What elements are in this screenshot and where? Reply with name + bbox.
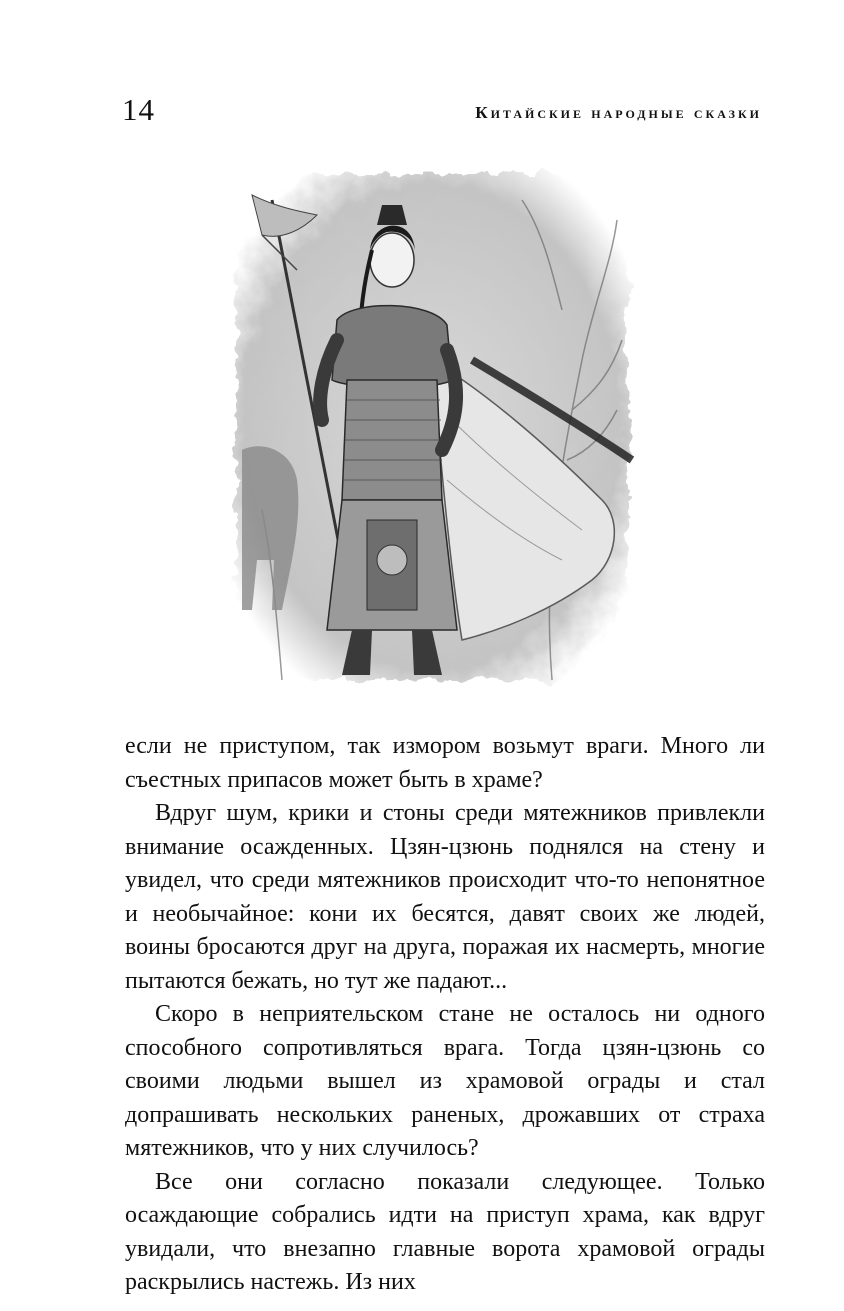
page-number: 14 [122,92,155,127]
paragraph-3: Скоро в неприятельском стане не осталось ни одного способного сопротивляться врага. Тогда цзян-цзюнь со своими людьми вышел из храмовой ограды и стал допрашивать нескольких раненых, дрожавших от страха мятежников, что у них случилось? [125,1001,765,1161]
paragraph-4: Все они согласно показали следующее. Только осаждающие собрались идти на приступ храма, как вдруг увидали, что внезапно главные ворота храмовой ограды раскрылись настежь. Из них [125,1168,765,1295]
body-text [125,730,765,1300]
paragraph-1: если не приступом, так измором возьмут враги. Много ли съестных припасов может быть в храме? [125,733,765,793]
warrior-illustration [222,160,642,695]
paragraph-2: Вдруг шум, крики и стоны среди мятежников привлекли внимание осажденных. Цзян-цзюнь поднялся на стену и увидел, что среди мятежников происходит что-то непонятное и необычайное: кони их бесятся, давят своих же людей, воины бросаются друг на друга, поражая их насмерть, многие пытаются бежать, но тут же падают... [125,800,765,994]
running-title: Китайские народные сказки [475,103,762,122]
